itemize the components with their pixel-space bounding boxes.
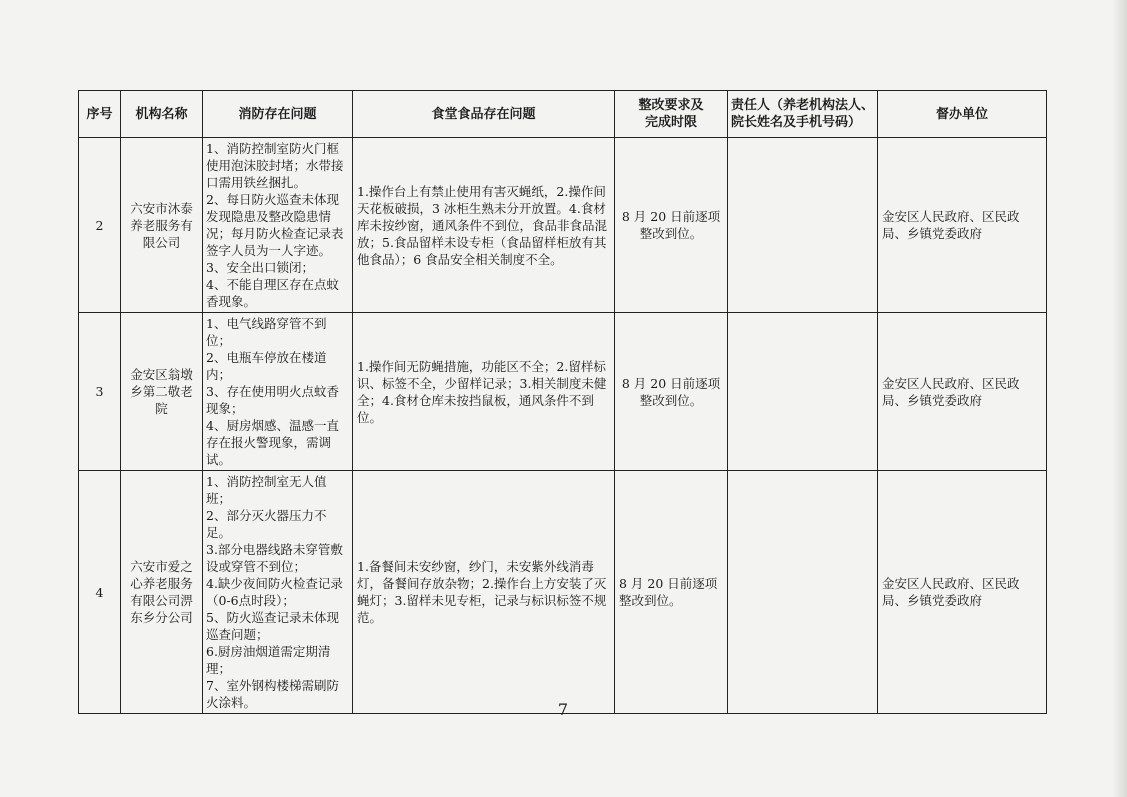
fire-issue: 2、每日防火巡查未体现发现隐患及整改隐患情况；每月防火检查记录表签字人员为一人字迹。 — [206, 192, 344, 258]
fire-issue: 4、不能自理区存在点蚊香现象。 — [206, 277, 339, 309]
row-supervisor: 金安区人民政府、区民政局、乡镇党委政府 — [878, 313, 1047, 471]
table-header-row — [79, 91, 1047, 138]
row-food-issues: 1.操作台上有禁止使用有害灭蝇纸，2.操作间天花板破损，3 冰柜生熟未分开放置。4.食材库未按纱窗，通风条件不到位，食品非食品混放；5.食品留样未设专柜（食品留样柜放有其他食品）；6 食品安全相关制度不全。 — [353, 138, 615, 313]
fire-issue: 5、防火巡查记录未体现巡查问题； — [206, 610, 339, 642]
fire-issue: 3.部分电器线路未穿管敷设或穿管不到位； — [206, 542, 343, 574]
row-no: 4 — [79, 471, 121, 714]
table-row — [79, 138, 1047, 313]
row-fire-issues — [203, 471, 353, 714]
fire-issue: 3、安全出口锁闭； — [206, 260, 314, 275]
header-org: 机构名称 — [121, 91, 203, 138]
fire-issue: 1、消防控制室防火门框使用泡沫胶封堵；水带接口需用铁丝捆扎。 — [206, 141, 344, 190]
row-supervisor: 金安区人民政府、区民政局、乡镇党委政府 — [878, 471, 1047, 714]
header-person-line2: 院长姓名及手机号码） — [731, 115, 862, 130]
row-person — [728, 313, 878, 471]
page-number: 7 — [557, 700, 569, 719]
row-person — [728, 138, 878, 313]
fire-issue: 4、厨房烟感、温感一直存在报火警现象，需调试。 — [206, 418, 339, 467]
fire-issue: 3、存在使用明火点蚊香现象； — [206, 384, 339, 416]
row-org: 六安市沐泰养老服务有限公司 — [121, 138, 203, 313]
header-no: 序号 — [79, 91, 121, 138]
fire-issue: 2、电瓶车停放在楼道内； — [206, 350, 327, 382]
header-deadline — [615, 91, 728, 138]
row-fire-issues — [203, 313, 353, 471]
header-person-line1: 责任人（养老机构法人、 — [731, 98, 875, 113]
inspection-table — [78, 90, 1047, 714]
row-deadline: 8 月 20 日前逐项整改到位。 — [615, 471, 728, 714]
row-no: 2 — [79, 138, 121, 313]
row-fire-issues — [203, 138, 353, 313]
fire-issue: 4.缺少夜间防火检查记录（0-6点时段）； — [206, 576, 343, 608]
row-food-issues: 1.操作间无防蝇措施，功能区不全；2.留样标识、标签不全，少留样记录；3.相关制度未健全；4.食材仓库未按挡鼠板，通风条件不到位。 — [353, 313, 615, 471]
row-no: 3 — [79, 313, 121, 471]
row-deadline: 8 月 20 日前逐项整改到位。 — [615, 138, 728, 313]
header-fire: 消防存在问题 — [203, 91, 353, 138]
header-food: 食堂食品存在问题 — [353, 91, 615, 138]
row-person — [728, 471, 878, 714]
fire-issue: 1、电气线路穿管不到位； — [206, 316, 327, 348]
header-deadline-line2: 完成时限 — [644, 115, 697, 130]
header-person — [728, 91, 878, 138]
fire-issue: 2、部分灭火器压力不足。 — [206, 508, 327, 540]
row-deadline: 8 月 20 日前逐项整改到位。 — [615, 313, 728, 471]
scan-edge — [1113, 0, 1127, 797]
fire-issue: 7、室外钢构楼梯需刷防火涂料。 — [206, 678, 339, 710]
row-supervisor: 金安区人民政府、区民政局、乡镇党委政府 — [878, 138, 1047, 313]
row-org: 金安区翁墩乡第二敬老院 — [121, 313, 203, 471]
header-supervisor: 督办单位 — [878, 91, 1047, 138]
fire-issue: 1、消防控制室无人值班； — [206, 474, 327, 506]
table-row — [79, 313, 1047, 471]
table-row — [79, 471, 1047, 714]
header-deadline-line1: 整改要求及 — [638, 98, 704, 113]
row-food-issues: 1.备餐间未安纱窗，纱门，未安紫外线消毒灯，备餐间存放杂物；2.操作台上方安装了灭蝇灯；3.留样未见专柜，记录与标识标签不规范。 — [353, 471, 615, 714]
row-org: 六安市爱之心养老服务有限公司淠东乡分公司 — [121, 471, 203, 714]
fire-issue: 6.厨房油烟道需定期清理； — [206, 644, 331, 676]
